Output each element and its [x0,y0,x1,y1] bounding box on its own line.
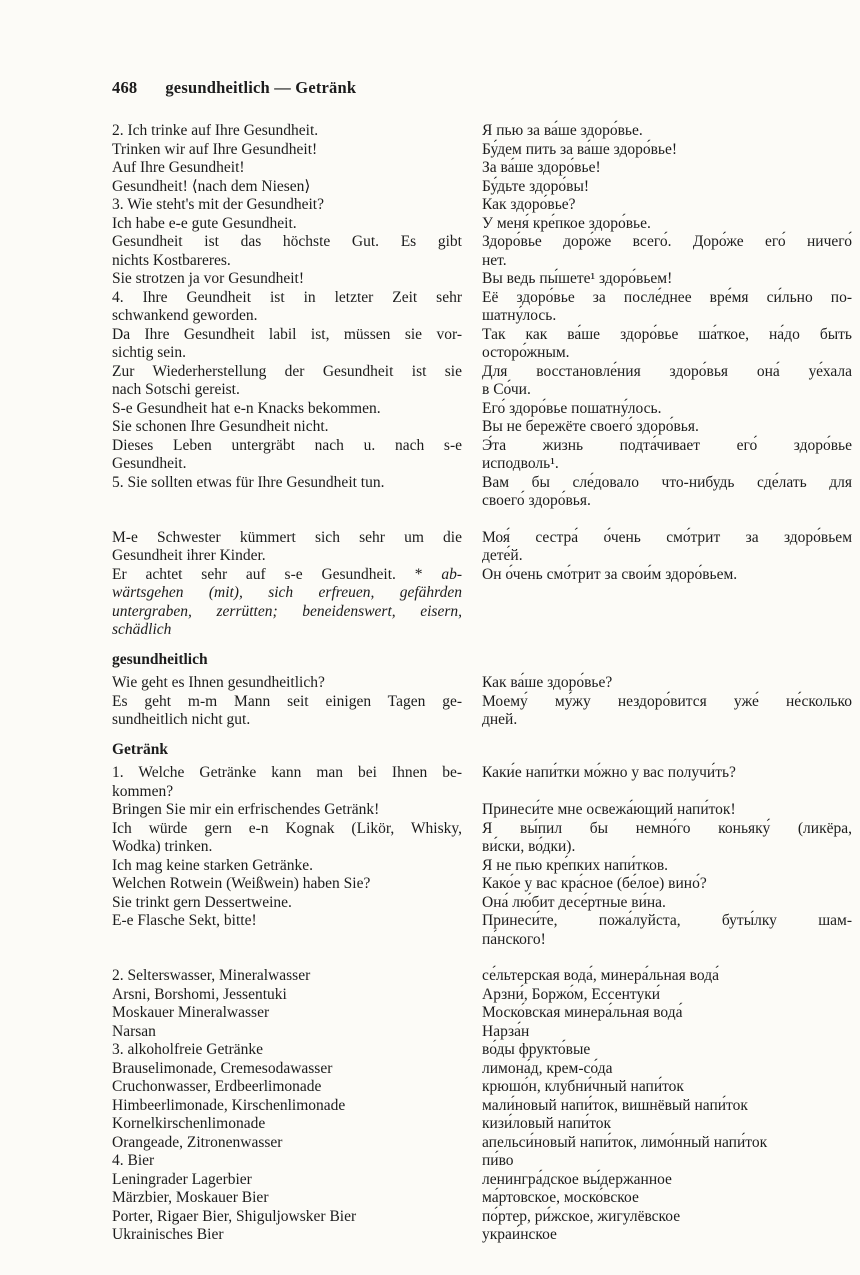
text-line: Моя́ сестра́ о́чень смо́трит за здоро́вьем [482,528,852,546]
text-line: kommen? [112,782,174,800]
german-cell [112,912,462,931]
text-line: па́нского! [482,930,546,948]
russian-cell [482,764,852,783]
entry-row [112,674,852,693]
section-gesundheitlich [112,651,852,730]
text-line: nach Sotschi gereist. [112,381,240,398]
entry-row [112,1115,852,1134]
german-cell [112,326,462,363]
italic-keywords: wärtsgehen (mit), sich erfreuen, gefährden [112,584,462,601]
text-line: Wodka) trinken. [112,838,213,855]
entry-row [112,363,852,400]
text-line: Gesundheit ist das höchste Gut. Es gibt [112,233,462,250]
text-line: 1. Welche Getränke kann man bei Ihnen be- [112,764,462,781]
text-line: Ich mag keine starken Getränke. [112,856,313,874]
text-line: E-e Flasche Sekt, bitte! [112,912,257,929]
russian-cell [482,1004,852,1023]
german-cell [112,894,462,913]
text-line: Принеси́те, пожа́луйста, буты́лку шам- [482,912,852,929]
entry-row [112,857,852,876]
text-line: У меня́ кре́пкое здоро́вье. [482,214,651,232]
german-cell [112,566,462,640]
entry-row [112,418,852,437]
text-line: sichtig sein. [112,344,187,361]
entry-row [112,141,852,160]
text-line: Для восстановле́ния здоро́вья она́ уе́хала [482,362,852,380]
entry-row [112,693,852,730]
entry-row [112,894,852,913]
text-line: Принеси́те мне освежа́ющий напи́ток! [482,801,736,818]
italic-keywords: untergraben, zerrütten; beneidenswert, eisern, [112,602,462,620]
german-cell [112,1208,462,1227]
russian-cell [482,566,852,585]
text-line: Brauselimonade, Cremesodawasser [112,1059,333,1077]
entry-row [112,1078,852,1097]
german-cell [112,159,462,178]
text-line: Zur Wiederherstellung der Gesundheit ist sie [112,362,462,380]
text-line: мали́новый напи́ток, вишнёвый напи́ток [482,1096,748,1114]
entry-row [112,1041,852,1060]
entry-row [112,1060,852,1079]
text-line: 5. Sie sollten etwas für Ihre Gesundheit tun. [112,473,385,491]
russian-cell [482,1171,852,1190]
entry-row [112,178,852,197]
german-cell [112,122,462,141]
russian-cell [482,894,852,913]
entry-row [112,820,852,857]
text-line: Я пью за ва́ше здоро́вье. [482,122,643,139]
text-segment: Er achtet sehr auf s-e Gesundheit. * [112,565,442,583]
russian-cell [482,1060,852,1079]
entry-row [112,566,852,640]
russian-cell [482,215,852,234]
german-cell [112,1023,462,1042]
russian-cell [482,875,852,894]
text-line: в Со́чи. [482,381,531,398]
entry-row [112,1226,852,1245]
entry-row [112,1023,852,1042]
text-line [112,584,462,603]
page-number: 468 [112,78,138,97]
entry-row [112,270,852,289]
text-line: Sie schonen Ihre Gesundheit nicht. [112,418,329,435]
text-line: Бу́дьте здоро́вы! [482,177,590,195]
text-line: Himbeerlimonade, Kirschenlimonade [112,1096,346,1114]
text-line: schwankend geworden. [112,307,258,324]
italic-keywords: schädlich [112,621,172,638]
text-line: S-e Gesundheit hat e-n Knacks bekommen. [112,399,381,417]
text-line: Wie geht es Ihnen gesundheitlich? [112,674,325,691]
text-line: sundheitlich nicht gut. [112,711,251,728]
russian-cell [482,270,852,289]
russian-cell [482,159,852,178]
text-line: Вы не бережёте своего́ здоро́вья. [482,418,699,435]
german-cell [112,215,462,234]
text-line: Арзни́, Боржо́м, Ессентуки́ [482,985,661,1003]
text-line: крюшо́н, клубни́чный напи́ток [482,1078,684,1095]
text-line: Kornelkirschenlimonade [112,1115,266,1132]
text-line: Orangeade, Zitronenwasser [112,1133,283,1151]
russian-cell [482,986,852,1005]
text-line: шатну́лось. [482,307,557,324]
text-line [112,566,462,585]
text-line: Моему́ му́жу нездоро́вится уже́ не́сколько [482,692,852,710]
german-cell [112,474,462,493]
russian-cell [482,437,852,474]
text-line: Он о́чень смо́трит за свои́м здоро́вьем. [482,565,738,583]
entry-row [112,159,852,178]
text-line: Вы ведь пы́шете¹ здоро́вьем! [482,270,673,287]
german-cell [112,1115,462,1134]
russian-cell [482,1208,852,1227]
text-line [112,603,462,622]
text-line: се́льтерская вода́, минера́льная вода́ [482,967,719,984]
entry-row [112,986,852,1005]
german-cell [112,363,462,400]
text-line: пи́во [482,1152,514,1169]
german-cell [112,1060,462,1079]
entry-row [112,474,852,511]
entry-row [112,196,852,215]
entry-row [112,912,852,949]
german-cell [112,1134,462,1153]
entry-row [112,400,852,419]
entry-row [112,1004,852,1023]
text-line: Moskauer Mineralwasser [112,1004,270,1021]
section-heading-gesundheitlich: gesundheitlich [112,650,208,668]
text-line: дете́й. [482,547,523,564]
entry-row [112,967,852,986]
entry-row [112,1152,852,1171]
header-title: gesundheitlich — Getränk [165,78,357,97]
german-cell [112,1004,462,1023]
text-line: 4. Bier [112,1152,155,1169]
text-line: Ich würde gern e-n Kognak (Likör, Whisky, [112,819,462,837]
russian-cell [482,196,852,215]
german-cell [112,270,462,289]
text-line: во́ды фрукто́вые [482,1041,591,1058]
text-line: Ich habe e-e gute Gesundheit. [112,214,297,232]
entry-row [112,437,852,474]
text-line: Cruchonwasser, Erdbeerlimonade [112,1078,322,1095]
entry-row [112,1171,852,1190]
text-line: лимона́д, крем-со́да [482,1059,613,1077]
text-line: 3. alkoholfreie Getränke [112,1041,264,1058]
russian-cell [482,1041,852,1060]
german-cell [112,437,462,474]
section-getraenk [112,741,852,1245]
entry-row [112,801,852,820]
german-cell [112,764,462,801]
text-line: Porter, Rigaer Bier, Shiguljowsker Bier [112,1207,357,1225]
entry-row [112,529,852,566]
text-line: Ukrainisches Bier [112,1226,224,1243]
russian-cell [482,857,852,876]
text-line: исподволь¹. [482,455,559,472]
text-line: Моско́вская минера́льная вода́ [482,1004,683,1021]
text-line: Како́е у вас кра́сное (бе́лое) вино́? [482,875,707,892]
german-cell [112,857,462,876]
entry-row [112,289,852,326]
russian-cell [482,967,852,986]
russian-cell [482,529,852,566]
german-cell [112,1041,462,1060]
german-cell [112,967,462,986]
text-line: 3. Wie steht's mit der Gesundheit? [112,196,324,213]
text-line: M-e Schwester kümmert sich sehr um die [112,528,462,546]
text-line: Welchen Rotwein (Weißwein) haben Sie? [112,875,371,892]
russian-cell [482,693,852,730]
text-line: Нарза́н [482,1022,530,1040]
text-line: Gesundheit! ⟨nach dem Niesen⟩ [112,177,311,195]
german-cell [112,693,462,730]
russian-cell [482,820,852,857]
text-line: Как ва́ше здоро́вье? [482,674,613,691]
text-line: Es geht m-m Mann seit einigen Tagen ge- [112,692,462,710]
german-cell [112,875,462,894]
russian-cell [482,122,852,141]
entry-row [112,1208,852,1227]
russian-cell [482,326,852,363]
german-cell [112,1097,462,1116]
text-line: Э́та жизнь подта́чивает его́ здоро́вье [482,436,852,454]
text-line: апельси́новый напи́ток, лимо́нный напи́ток [482,1133,768,1151]
text-line: 2. Ich trinke auf Ihre Gesundheit. [112,122,319,139]
russian-cell [482,801,852,820]
german-cell [112,1189,462,1208]
entry-row [112,1097,852,1116]
text-line: Bringen Sie mir ein erfrischendes Getränk! [112,801,380,818]
text-line: За ва́ше здоро́вье! [482,159,601,176]
text-line: 4. Ihre Geundheit ist in letzter Zeit sehr [112,288,462,306]
russian-cell [482,1097,852,1116]
text-line: Как здоро́вье? [482,196,576,213]
text-line: Da Ihre Gesundheit labil ist, müssen sie vor- [112,325,462,343]
russian-cell [482,474,852,511]
italic-keywords: ab- [441,565,462,583]
text-line: ви́ски, во́дки). [482,838,576,855]
text-line: ленингра́дское вы́держанное [482,1170,672,1188]
text-line: Я вы́пил бы немно́го коньяку́ (ликёра, [482,819,852,837]
content [112,122,852,1245]
russian-cell [482,1078,852,1097]
german-cell [112,801,462,820]
entry-row [112,1189,852,1208]
german-cell [112,196,462,215]
german-cell [112,1171,462,1190]
text-line: Gesundheit ihrer Kinder. [112,547,266,564]
german-cell [112,1078,462,1097]
text-line: Trinken wir auf Ihre Gesundheit! [112,140,318,158]
russian-cell [482,1226,852,1245]
text-line: Auf Ihre Gesundheit! [112,159,245,176]
russian-cell [482,400,852,419]
russian-cell [482,418,852,437]
text-line: нет. [482,251,507,269]
russian-cell [482,363,852,400]
german-cell [112,1226,462,1245]
text-line: nichts Kostbareres. [112,251,231,269]
text-line: Я не пью кре́пких напи́тков. [482,856,669,874]
entry-row [112,1134,852,1153]
section-heading-getraenk: Getränk [112,740,168,758]
text-line [112,621,462,640]
german-cell [112,400,462,419]
entry-row [112,122,852,141]
german-cell [112,141,462,160]
russian-cell [482,1134,852,1153]
russian-cell [482,1023,852,1042]
russian-cell [482,1115,852,1134]
russian-cell [482,233,852,270]
russian-cell [482,1189,852,1208]
russian-cell [482,674,852,693]
text-line: осторо́жным. [482,344,570,361]
german-cell [112,418,462,437]
text-line: 2. Selterswasser, Mineralwasser [112,967,311,984]
german-cell [112,289,462,326]
text-line: украи́нское [482,1226,557,1243]
text-line: Она́ лю́бит десе́ртные ви́на. [482,893,666,911]
text-line: Его́ здоро́вье пошатну́лось. [482,399,662,417]
text-line: Märzbier, Moskauer Bier [112,1189,269,1206]
running-header [112,78,356,98]
entry-row [112,215,852,234]
text-line: своего́ здоро́вья. [482,492,591,509]
text-line: Gesundheit. [112,455,187,472]
entry-row [112,875,852,894]
russian-cell [482,141,852,160]
text-line: Бу́дем пить за ва́ше здоро́вье! [482,140,678,158]
russian-cell [482,1152,852,1171]
entry-row [112,764,852,801]
german-cell [112,674,462,693]
text-line: кизи́ловый напи́ток [482,1115,612,1132]
entry-row [112,326,852,363]
german-cell [112,529,462,566]
text-line: Здоро́вье доро́же всего́. Доро́же его́ ничего́ [482,233,852,250]
text-line: Dieses Leben untergräbt nach u. nach s-e [112,436,462,454]
russian-cell [482,289,852,326]
german-cell [112,1152,462,1171]
text-line: Arsni, Borshomi, Jessentuki [112,985,287,1003]
text-line: дней. [482,711,518,728]
german-cell [112,233,462,270]
text-line: Вам бы сле́довало что-нибудь сде́лать для [482,473,852,491]
text-line: Sie trinkt gern Dessertweine. [112,893,292,911]
german-cell [112,986,462,1005]
text-line: Каки́е напи́тки мо́жно у вас получи́ть? [482,764,736,781]
entry-row [112,233,852,270]
german-cell [112,820,462,857]
text-line: Leningrader Lagerbier [112,1170,252,1188]
section-gesundheit-continued [112,122,852,640]
text-line: Sie strotzen ja vor Gesundheit! [112,270,304,287]
russian-cell [482,912,852,949]
text-line: Narsan [112,1022,156,1040]
text-line: Её здоро́вье за после́днее вре́мя си́льно по- [482,288,852,306]
german-cell [112,178,462,197]
russian-cell [482,178,852,197]
text-line: ма́ртовское, моско́вское [482,1189,639,1206]
text-line: Так как ва́ше здоро́вье ша́ткое, на́до быть [482,325,852,343]
text-line: по́ртер, ри́жское, жигулёвское [482,1207,681,1225]
